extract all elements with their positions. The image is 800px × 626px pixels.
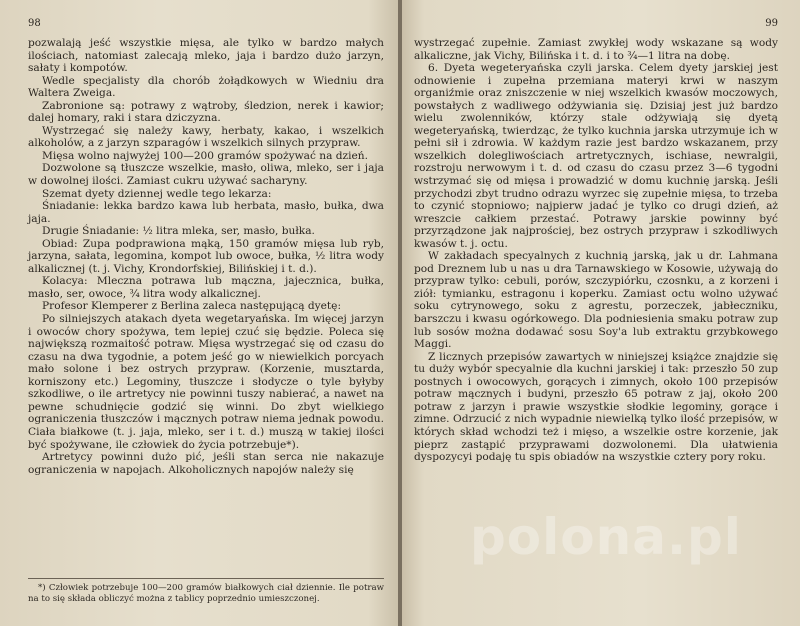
right-page-text (414, 37, 778, 464)
paragraph: Po silniejszych atakach dyeta wegetaryańska. Im więcej jarzyn i owoców chory spożywa, tem lepiej czuć się będzie. Poleca się największą rozmaitość potraw. Mięsa wystrzegać się od czasu do czasu na dwa tygodnie, a potem jeść go w niewielkich porcyach mało solone i bez ostrych przypraw. (Korzenie, musztarda, korniszony etc.) Legominy, tłuszcze i słodycze o tyle byłyby szkodliwe, o ile artretycy nie powinni tuszy nabierać, a nawet na pewne schudnięcie godzić się winni. Do zbyt wielkiego ograniczenia tłuszczów i mącznych potraw niema jednak powodu. Ciała białkowe (t. j. jaja, mleko, ser i t. d.) muszą w takiej ilości być spożywane, ile człowiek do życia potrzebuje*). (28, 313, 384, 451)
paragraph: Wystrzegać się należy kawy, herbaty, kakao, i wszelkich alkoholów, a z jarzyn szparagów i wszelkich silnych przypraw. (28, 124, 384, 150)
book-gutter (398, 0, 402, 626)
paragraph: Obiad: Zupa podprawiona mąką, 150 gramów mięsa lub ryb, jarzyna, sałata, legomina, kompot lub owoce, bułka, ½ litra wody alkalicznej (t. j. Vichy, Krondorfskiej, Bilińskiej i t. d.). (28, 237, 384, 275)
paragraph: Szemat dyety dziennej wedle tego lekarza: (42, 187, 272, 200)
paragraph: Kolacya: Mleczna potrawa lub mączna, jajecznica, bułka, masło, ser, owoce, ¾ litra wody alkalicznej. (28, 275, 384, 300)
paragraph: wystrzegać zupełnie. Zamiast zwykłej wody wskazane są wody alkaliczne, jak Vichy, Bilińska i t. d. i to ¾—1 litra na dobę. (414, 37, 778, 62)
paragraph: Artretycy powinni dużo pić, jeśli stan serca nie nakazuje ograniczenia w napojach. Alkoholicznych napojów należy się (28, 451, 384, 476)
footnote-text: *) Człowiek potrzebuje 100—200 gramów białkowych ciał dziennie. Ile potraw na to się składa obliczyć można z tablicy poprzednio umieszczonej. (28, 583, 384, 604)
right-page (400, 0, 800, 626)
footnote (28, 578, 384, 605)
paragraph: Wedle specjalisty dla chorób żołądkowych w Wiedniu dra Waltera Zweiga. (28, 74, 384, 100)
left-page-text (28, 37, 384, 476)
paragraph: Mięsa wolno najwyżej 100—200 gramów spożywać na dzień. (42, 149, 368, 162)
paragraph: pozwalają jeść wszystkie mięsa, ale tylko w bardzo małych ilościach, natomiast zalecają mleko, jaja i bardzo dużo jarzyn, sałaty i kompotów. (28, 37, 384, 75)
watermark-text: polona.pl (470, 508, 742, 566)
paragraph: W zakładach specyalnych z kuchnią jarską, jak u dr. Lahmana pod Dreznem lub u nas u dra Tarnawskiego w Kosowie, używają do przypraw tylko: cebuli, porów, szczypiórku, czosnku, a z korzeni i ziół: tymianku, estragonu i koperku. Zamiast octu wolno używać soku cytrynowego, soku z agrestu, porzeczek, jabłeczniku, barszczu i kwasu ogórkowego. Dla podniesienia smaku potraw zup lub sosów można dodawać sosu Soy'a lub extraktu grzybkowego Maggi. (414, 250, 778, 351)
paragraph: 6. Dyeta wegeteryańska czyli jarska. Celem dyety jarskiej jest odnowienie i zupełna przemiana materyi krwi w naszym organiźmie oraz zniszczenie w niej wszelkich kwasów moczowych, powstałych z wadliwego odżywiania się. Dzisiaj jest już bardzo wielu zwolenników, którzy stale odżywiają się dyetą wegeteryańską, twierdząc, że tylko kuchnia jarska utrzymuje ich w pełni sił i zdrowia. W każdym razie jest bardzo wskazanem, przy wszelkich dolegliwościach artretycznych, ischiase, newralgii, rozstroju nerwowym i t. d. od czasu do czasu przez 3—6 tygodni wstrzymać się od mięsa i prowadzić w domu kuchnię jarską. Jeśli przychodzi zbyt trudno odrazu wyrzec się zupełnie mięsa, to trzeba to czynić stopniowo; najpierw jadać je tylko co drugi dzień, aż wreszcie całkiem przestać. Potrawy jarskie powinny być przyrządzone jak najprościej, bez ostrych przypraw i szkodliwych kwasów t. j. octu. (414, 62, 778, 250)
page-number-right: 99 (765, 18, 778, 29)
paragraph: Dozwolone są tłuszcze wszelkie, masło, oliwa, mleko, ser i jaja w dowolnej ilości. Zamiast cukru używać sacharyny. (28, 162, 384, 188)
paragraph: Śniadanie: lekka bardzo kawa lub herbata, masło, bułka, dwa jaja. (28, 200, 384, 225)
paragraph: Z licznych przepisów zawartych w niniejszej książce znajdzie się tu duży wybór specyalnie dla kuchni jarskiej i tak: przeszło 50 zup postnych i owocowych, gorących i zimnych, około 100 przepisów potraw mącznych i budyni, przeszło 65 potraw z jaj, około 200 potraw z jarzyn i prawie wszystkie słodkie legominy, gorące i zimne. Odrzucić z nich wypadnie niewielką tylko ilość przepisów, w których skład wchodzi też i mięso, a wszelkie ostre korzenie, jak pieprz zastąpić przyprawami dozwolonemi. Dla ułatwienia dyspozycyi podaję tu spis obiadów na wszystkie cztery pory roku. (414, 350, 778, 464)
paragraph: Zabronione są: potrawy z wątroby, śledzion, nerek i kawior; dalej homary, raki i stara dziczyzna. (28, 99, 384, 125)
paragraph: Drugie Śniadanie: ½ litra mleka, ser, masło, bułka. (42, 225, 315, 238)
page-number-left: 98 (28, 18, 41, 29)
paragraph: Profesor Klemperer z Berlina zaleca następującą dyetę: (42, 300, 342, 313)
